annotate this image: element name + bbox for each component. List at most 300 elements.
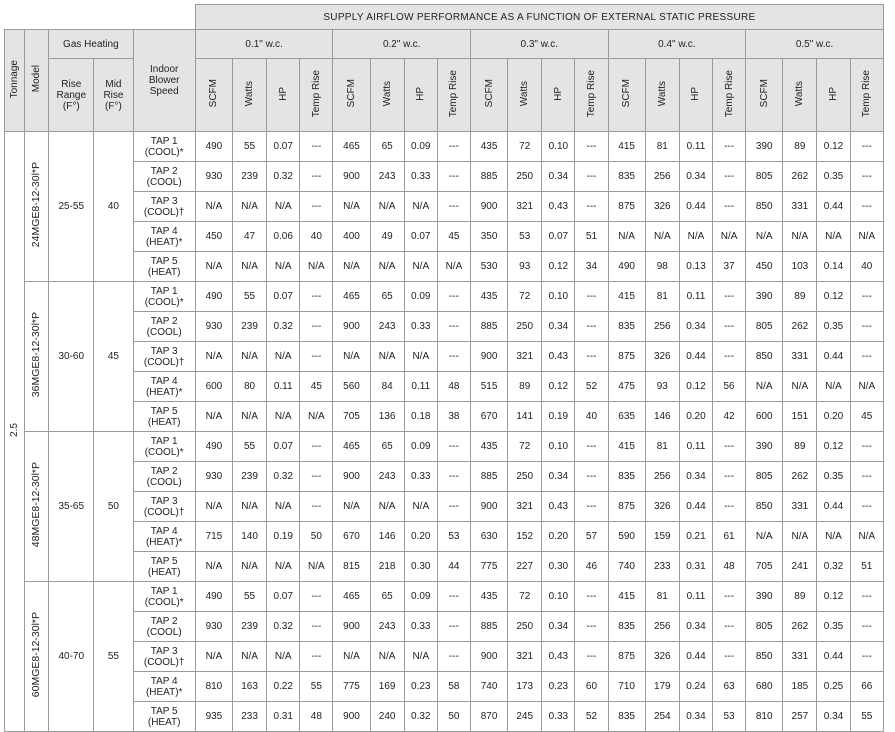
- data-cell: N/A: [267, 492, 300, 522]
- data-cell: 0.07: [267, 432, 300, 462]
- data-cell: 0.43: [542, 492, 575, 522]
- data-cell: 141: [508, 402, 542, 432]
- data-cell: 885: [470, 612, 507, 642]
- data-cell: N/A: [195, 342, 232, 372]
- blower-speed-header: Indoor Blower Speed: [133, 30, 195, 132]
- data-cell: N/A: [333, 192, 370, 222]
- data-cell: N/A: [232, 642, 266, 672]
- data-cell: 256: [645, 462, 679, 492]
- data-cell: 72: [508, 132, 542, 162]
- data-cell: 65: [370, 432, 404, 462]
- data-cell: ---: [575, 342, 608, 372]
- data-cell: 0.07: [404, 222, 437, 252]
- tap-mode: (COOL): [146, 476, 182, 488]
- data-cell: 705: [746, 552, 783, 582]
- data-cell: 185: [783, 672, 817, 702]
- data-cell: ---: [575, 282, 608, 312]
- blower-tap-cell: [133, 192, 195, 222]
- data-cell: 65: [370, 132, 404, 162]
- data-cell: ---: [437, 192, 470, 222]
- data-cell: ---: [437, 282, 470, 312]
- data-cell: 0.20: [679, 402, 712, 432]
- data-cell: 490: [195, 282, 232, 312]
- data-cell: 0.09: [404, 432, 437, 462]
- data-cell: 0.07: [267, 132, 300, 162]
- data-cell: 65: [370, 582, 404, 612]
- data-cell: N/A: [608, 222, 645, 252]
- data-cell: 930: [195, 162, 232, 192]
- subheader-label: SCFM: [345, 79, 357, 108]
- data-cell: 0.11: [404, 372, 437, 402]
- data-cell: 710: [608, 672, 645, 702]
- data-cell: 0.18: [404, 402, 437, 432]
- data-cell: N/A: [267, 342, 300, 372]
- data-cell: 245: [508, 702, 542, 732]
- data-cell: 0.33: [404, 462, 437, 492]
- data-cell: 390: [746, 282, 783, 312]
- data-cell: 50: [437, 702, 470, 732]
- data-cell: 0.35: [817, 162, 850, 192]
- data-cell: 935: [195, 702, 232, 732]
- blower-tap-cell: [133, 222, 195, 252]
- data-cell: 0.30: [404, 552, 437, 582]
- data-cell: 415: [608, 282, 645, 312]
- data-cell: 0.23: [404, 672, 437, 702]
- data-cell: 415: [608, 582, 645, 612]
- table-row: [5, 582, 884, 612]
- subheader-label: Temp Rise: [310, 69, 322, 118]
- data-cell: N/A: [333, 492, 370, 522]
- data-cell: ---: [437, 642, 470, 672]
- data-cell: ---: [437, 162, 470, 192]
- tap-label: TAP 2: [150, 615, 178, 627]
- data-cell: 0.19: [267, 522, 300, 552]
- data-cell: N/A: [267, 642, 300, 672]
- data-cell: 89: [783, 132, 817, 162]
- data-cell: 930: [195, 462, 232, 492]
- data-cell: N/A: [817, 372, 850, 402]
- data-cell: 0.12: [542, 252, 575, 282]
- data-cell: ---: [300, 342, 333, 372]
- data-cell: 0.35: [817, 312, 850, 342]
- data-cell: 53: [713, 702, 746, 732]
- data-cell: 240: [370, 702, 404, 732]
- data-cell: 805: [746, 612, 783, 642]
- data-cell: ---: [850, 462, 883, 492]
- data-cell: 900: [470, 192, 507, 222]
- data-cell: N/A: [232, 342, 266, 372]
- subheader-label: SCFM: [483, 79, 495, 108]
- data-cell: 0.11: [679, 582, 712, 612]
- table-row: [5, 192, 884, 222]
- data-cell: 0.32: [267, 462, 300, 492]
- rise-range-cell: 30-60: [49, 282, 94, 432]
- blower-tap-cell: [133, 312, 195, 342]
- tap-label: TAP 3: [150, 345, 178, 357]
- data-cell: 331: [783, 492, 817, 522]
- data-cell: 0.30: [542, 552, 575, 582]
- data-cell: 930: [195, 612, 232, 642]
- data-cell: 900: [470, 492, 507, 522]
- data-cell: N/A: [300, 552, 333, 582]
- pressure-header-0: 0.1" w.c.: [195, 30, 333, 59]
- data-cell: N/A: [232, 252, 266, 282]
- data-cell: 51: [575, 222, 608, 252]
- data-cell: 80: [232, 372, 266, 402]
- subheader-p2-c2: [542, 59, 575, 132]
- data-cell: 262: [783, 462, 817, 492]
- data-cell: 0.34: [542, 162, 575, 192]
- data-cell: 465: [333, 132, 370, 162]
- data-cell: N/A: [333, 342, 370, 372]
- data-cell: 670: [333, 522, 370, 552]
- data-cell: N/A: [267, 402, 300, 432]
- data-cell: 885: [470, 462, 507, 492]
- tap-label: TAP 5: [150, 405, 178, 417]
- model-name: 48MGE8-12-30l*P: [30, 462, 43, 548]
- data-cell: 239: [232, 462, 266, 492]
- blower-tap-cell: [133, 432, 195, 462]
- tap-label: TAP 1: [150, 135, 178, 147]
- model-name: 24MGE8-12-30l*P: [30, 162, 43, 248]
- data-cell: ---: [575, 462, 608, 492]
- data-cell: 50: [300, 522, 333, 552]
- data-cell: 435: [470, 132, 507, 162]
- data-cell: 47: [232, 222, 266, 252]
- data-cell: 0.09: [404, 282, 437, 312]
- table-row: [5, 402, 884, 432]
- data-cell: ---: [437, 492, 470, 522]
- data-cell: ---: [437, 612, 470, 642]
- table-row: [5, 552, 884, 582]
- data-cell: N/A: [746, 522, 783, 552]
- data-cell: 0.09: [404, 132, 437, 162]
- data-cell: 0.11: [679, 432, 712, 462]
- data-cell: N/A: [232, 552, 266, 582]
- data-cell: ---: [437, 432, 470, 462]
- blower-tap-cell: [133, 642, 195, 672]
- data-cell: 870: [470, 702, 507, 732]
- tonnage-cell: [5, 132, 25, 732]
- data-cell: 0.14: [817, 252, 850, 282]
- model-cell: [25, 582, 49, 732]
- subheader-p1-c1: [370, 59, 404, 132]
- data-cell: 810: [195, 672, 232, 702]
- data-cell: 179: [645, 672, 679, 702]
- data-cell: ---: [713, 282, 746, 312]
- data-cell: 81: [645, 432, 679, 462]
- data-cell: 57: [575, 522, 608, 552]
- data-cell: N/A: [746, 372, 783, 402]
- tap-label: TAP 5: [150, 705, 178, 717]
- data-cell: 465: [333, 582, 370, 612]
- data-cell: ---: [300, 612, 333, 642]
- subheader-p0-c3: [300, 59, 333, 132]
- table-body: [5, 132, 884, 732]
- data-cell: N/A: [404, 192, 437, 222]
- blower-tap-cell: [133, 522, 195, 552]
- rise-range-header: Rise Range (F°): [49, 59, 94, 132]
- data-cell: ---: [850, 312, 883, 342]
- data-cell: 53: [437, 522, 470, 552]
- data-cell: 256: [645, 612, 679, 642]
- blower-tap-cell: [133, 612, 195, 642]
- data-cell: 55: [300, 672, 333, 702]
- data-cell: 40: [300, 222, 333, 252]
- data-cell: 900: [470, 642, 507, 672]
- data-cell: 465: [333, 432, 370, 462]
- data-cell: 0.33: [404, 162, 437, 192]
- tap-label: TAP 4: [150, 375, 178, 387]
- subheader-label: Watts: [244, 80, 256, 107]
- data-cell: 89: [783, 432, 817, 462]
- data-cell: 0.44: [679, 342, 712, 372]
- data-cell: 835: [608, 702, 645, 732]
- data-cell: 0.07: [267, 582, 300, 612]
- table-row: [5, 642, 884, 672]
- data-cell: 254: [645, 702, 679, 732]
- model-cell: [25, 432, 49, 582]
- data-cell: 0.10: [542, 582, 575, 612]
- data-cell: 740: [470, 672, 507, 702]
- data-cell: 239: [232, 612, 266, 642]
- data-cell: 98: [645, 252, 679, 282]
- data-cell: ---: [713, 582, 746, 612]
- data-cell: 490: [195, 432, 232, 462]
- data-cell: 490: [195, 132, 232, 162]
- data-cell: 0.32: [267, 612, 300, 642]
- data-cell: 250: [508, 162, 542, 192]
- data-cell: N/A: [370, 342, 404, 372]
- data-cell: 0.12: [679, 372, 712, 402]
- data-cell: 630: [470, 522, 507, 552]
- data-cell: 900: [470, 342, 507, 372]
- data-cell: 72: [508, 282, 542, 312]
- data-cell: 262: [783, 312, 817, 342]
- rise-range-cell: 35-65: [49, 432, 94, 582]
- data-cell: 326: [645, 342, 679, 372]
- subheader-p4-c1: [783, 59, 817, 132]
- data-cell: 169: [370, 672, 404, 702]
- data-cell: 331: [783, 192, 817, 222]
- data-cell: 49: [370, 222, 404, 252]
- data-cell: N/A: [232, 402, 266, 432]
- data-cell: ---: [575, 192, 608, 222]
- data-cell: ---: [575, 642, 608, 672]
- data-cell: 0.06: [267, 222, 300, 252]
- data-cell: N/A: [333, 642, 370, 672]
- pressure-header-2: 0.3" w.c.: [470, 30, 608, 59]
- model-header: [25, 30, 49, 132]
- subheader-p3-c0: [608, 59, 645, 132]
- data-cell: ---: [850, 282, 883, 312]
- mid-rise-cell: 40: [94, 132, 133, 282]
- data-cell: N/A: [850, 522, 883, 552]
- data-cell: 53: [508, 222, 542, 252]
- data-cell: 0.20: [542, 522, 575, 552]
- data-cell: 0.11: [679, 282, 712, 312]
- tap-mode: (COOL)†: [143, 656, 185, 668]
- data-cell: 146: [370, 522, 404, 552]
- tap-mode: (COOL)*: [144, 596, 184, 608]
- data-cell: 390: [746, 132, 783, 162]
- data-cell: 93: [508, 252, 542, 282]
- data-cell: 0.32: [267, 162, 300, 192]
- data-cell: ---: [575, 492, 608, 522]
- data-cell: 51: [850, 552, 883, 582]
- data-cell: 0.34: [679, 162, 712, 192]
- data-cell: ---: [713, 162, 746, 192]
- data-cell: 835: [608, 612, 645, 642]
- subheader-label: HP: [690, 86, 702, 101]
- data-cell: ---: [575, 162, 608, 192]
- data-cell: 0.10: [542, 432, 575, 462]
- data-cell: 0.23: [542, 672, 575, 702]
- table-row: [5, 702, 884, 732]
- subheader-label: SCFM: [621, 79, 633, 108]
- data-cell: ---: [850, 582, 883, 612]
- tap-mode: (HEAT)*: [145, 536, 183, 548]
- corner-blank: [5, 5, 196, 30]
- subheader-label: Watts: [794, 80, 806, 107]
- data-cell: 321: [508, 342, 542, 372]
- data-cell: 450: [195, 222, 232, 252]
- data-cell: 415: [608, 132, 645, 162]
- data-cell: ---: [850, 192, 883, 222]
- data-cell: ---: [300, 162, 333, 192]
- data-cell: 0.34: [542, 612, 575, 642]
- tap-mode: (COOL): [146, 326, 182, 338]
- blower-tap-cell: [133, 402, 195, 432]
- data-cell: ---: [300, 312, 333, 342]
- tap-label: TAP 1: [150, 435, 178, 447]
- data-cell: 72: [508, 582, 542, 612]
- data-cell: 805: [746, 312, 783, 342]
- data-cell: 850: [746, 192, 783, 222]
- data-cell: 390: [746, 432, 783, 462]
- data-cell: N/A: [404, 492, 437, 522]
- table-row: [5, 522, 884, 552]
- data-cell: 243: [370, 162, 404, 192]
- data-cell: N/A: [783, 372, 817, 402]
- data-cell: 0.32: [817, 552, 850, 582]
- data-cell: 775: [470, 552, 507, 582]
- data-cell: N/A: [267, 192, 300, 222]
- data-cell: ---: [850, 612, 883, 642]
- tap-mode: (COOL)*: [144, 296, 184, 308]
- data-cell: N/A: [645, 222, 679, 252]
- data-cell: 250: [508, 462, 542, 492]
- data-cell: 0.24: [679, 672, 712, 702]
- data-cell: 103: [783, 252, 817, 282]
- data-cell: 0.09: [404, 582, 437, 612]
- data-cell: 55: [232, 582, 266, 612]
- data-cell: 321: [508, 192, 542, 222]
- data-cell: ---: [300, 432, 333, 462]
- data-cell: 48: [437, 372, 470, 402]
- model-name: 60MGE8-12-30l*P: [30, 612, 43, 698]
- subheader-p2-c3: [575, 59, 608, 132]
- data-cell: 875: [608, 492, 645, 522]
- data-cell: 40: [575, 402, 608, 432]
- data-cell: ---: [575, 612, 608, 642]
- data-cell: ---: [575, 132, 608, 162]
- blower-tap-cell: [133, 492, 195, 522]
- data-cell: 256: [645, 162, 679, 192]
- data-cell: ---: [850, 432, 883, 462]
- tap-mode: (HEAT)*: [145, 686, 183, 698]
- data-cell: 233: [232, 702, 266, 732]
- subheader-p1-c3: [437, 59, 470, 132]
- data-cell: N/A: [195, 252, 232, 282]
- tap-label: TAP 3: [150, 495, 178, 507]
- subheader-label: HP: [415, 86, 427, 101]
- mid-rise-cell: 55: [94, 582, 133, 732]
- tap-label: TAP 5: [150, 255, 178, 267]
- data-cell: N/A: [404, 642, 437, 672]
- table-title: SUPPLY AIRFLOW PERFORMANCE AS A FUNCTION OF EXTERNAL STATIC PRESSURE: [195, 5, 883, 30]
- data-cell: ---: [300, 462, 333, 492]
- mid-rise-cell: 45: [94, 282, 133, 432]
- data-cell: ---: [437, 342, 470, 372]
- data-cell: 0.11: [267, 372, 300, 402]
- data-cell: 48: [713, 552, 746, 582]
- data-cell: 850: [746, 642, 783, 672]
- subheader-label: Temp Rise: [448, 69, 460, 118]
- data-cell: 850: [746, 492, 783, 522]
- data-cell: N/A: [783, 522, 817, 552]
- data-cell: 400: [333, 222, 370, 252]
- data-cell: 243: [370, 462, 404, 492]
- data-cell: 227: [508, 552, 542, 582]
- data-cell: 350: [470, 222, 507, 252]
- tap-label: TAP 1: [150, 285, 178, 297]
- subheader-label: SCFM: [208, 79, 220, 108]
- subheader-label: Watts: [656, 80, 668, 107]
- table-row: [5, 372, 884, 402]
- data-cell: 805: [746, 462, 783, 492]
- data-cell: 326: [645, 192, 679, 222]
- subheader-label: Watts: [381, 80, 393, 107]
- mid-rise-header: Mid Rise (F°): [94, 59, 133, 132]
- data-cell: N/A: [333, 252, 370, 282]
- data-cell: 163: [232, 672, 266, 702]
- data-cell: 0.44: [817, 192, 850, 222]
- data-cell: 900: [333, 702, 370, 732]
- tap-mode: (COOL): [146, 176, 182, 188]
- subheader-p0-c2: [267, 59, 300, 132]
- data-cell: 515: [470, 372, 507, 402]
- table-row: [5, 222, 884, 252]
- data-cell: 151: [783, 402, 817, 432]
- data-cell: N/A: [817, 522, 850, 552]
- data-cell: 0.44: [817, 342, 850, 372]
- subheader-p1-c0: [333, 59, 370, 132]
- data-cell: 46: [575, 552, 608, 582]
- subheader-label: Temp Rise: [723, 69, 735, 118]
- tap-mode: (COOL)*: [144, 146, 184, 158]
- data-cell: 331: [783, 342, 817, 372]
- data-cell: 0.10: [542, 282, 575, 312]
- data-cell: 0.12: [817, 282, 850, 312]
- airflow-performance-table: [4, 4, 884, 732]
- data-cell: 0.21: [679, 522, 712, 552]
- data-cell: 45: [437, 222, 470, 252]
- data-cell: 490: [195, 582, 232, 612]
- data-cell: 65: [370, 282, 404, 312]
- tap-label: TAP 4: [150, 225, 178, 237]
- data-cell: 0.34: [679, 312, 712, 342]
